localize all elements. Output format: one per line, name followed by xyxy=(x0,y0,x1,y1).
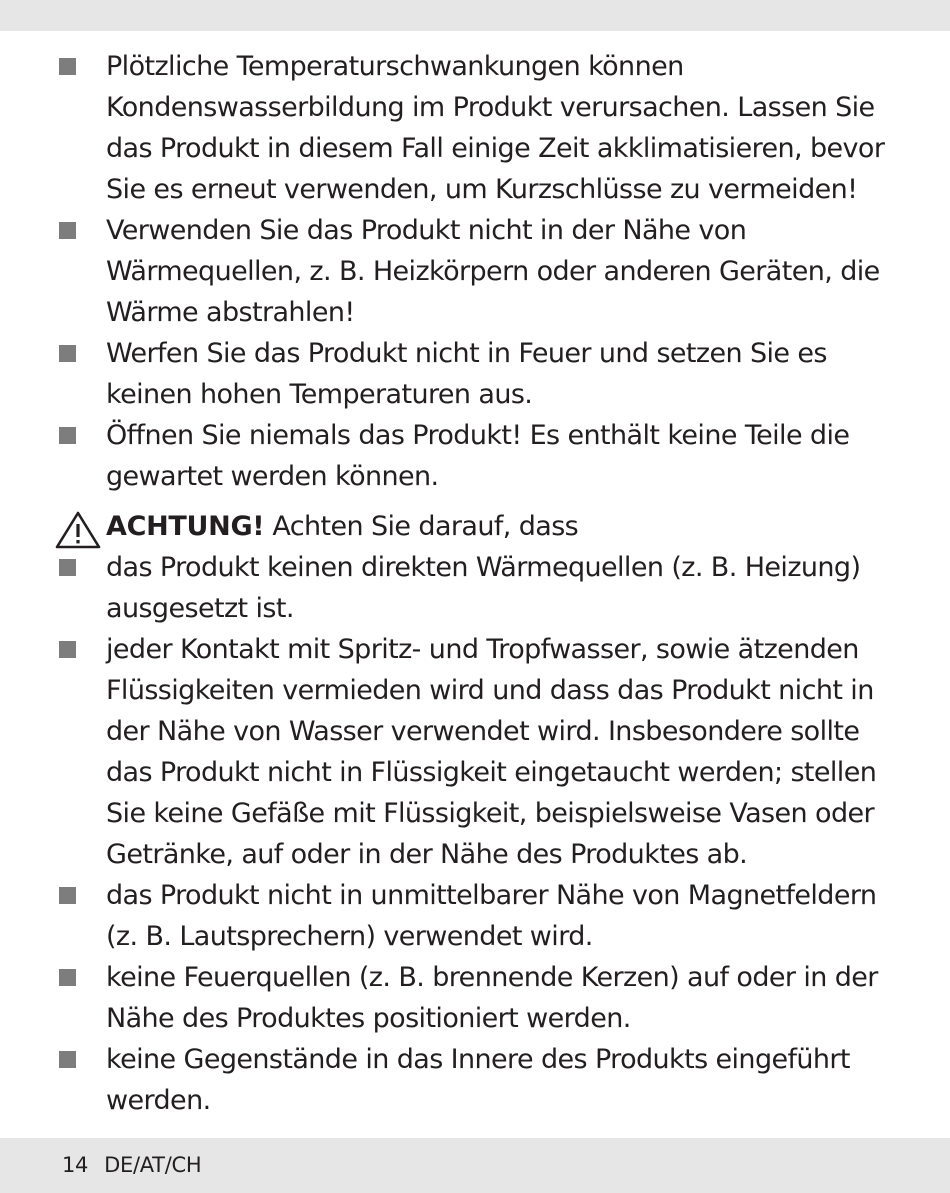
list-item xyxy=(0,333,950,415)
list-item xyxy=(0,875,950,957)
list-item-text: Werfen Sie das Produkt nicht in Feuer und setzen Sie es keinen hohen Temperaturen aus. xyxy=(106,338,827,410)
region-label: DE/AT/CH xyxy=(104,1153,202,1177)
list-item-text: das Produkt nicht in unmittelbarer Nähe von Magnetfeldern (z. B. Lautsprechern) verwendet wird. xyxy=(106,880,877,952)
warning-triangle-icon xyxy=(54,510,102,550)
list-item-text: keine Feuerquellen (z. B. brennende Kerzen) auf oder in der Nähe des Produktes positioniert werden. xyxy=(106,962,878,1034)
list-item-text: Öffnen Sie niemals das Produkt! Es enthält keine Teile die gewartet werden können. xyxy=(106,420,850,492)
warning-heading xyxy=(0,506,950,547)
square-bullet-icon xyxy=(59,1051,76,1068)
list-item-text: das Produkt keinen direkten Wärmequellen (z. B. Heizung) ausgesetzt ist. xyxy=(106,552,861,624)
square-bullet-icon xyxy=(59,345,76,362)
square-bullet-icon xyxy=(59,222,76,239)
list-item xyxy=(0,210,950,333)
footer-bar xyxy=(0,1138,950,1193)
list-item xyxy=(0,957,950,1039)
header-bar xyxy=(0,0,950,31)
list-item xyxy=(0,547,950,629)
list-item xyxy=(0,1039,950,1121)
page-content xyxy=(0,46,950,1121)
list-item-text: Verwenden Sie das Produkt nicht in der Nähe von Wärmequellen, z. B. Heizkörpern oder anderen Geräten, die Wärme abstrahlen! xyxy=(106,215,880,328)
page-number: 14 xyxy=(62,1153,89,1177)
list-item xyxy=(0,415,950,497)
list-item-text: Plötzliche Temperaturschwankungen können Kondenswasserbildung im Produkt verursachen. Lassen Sie das Produkt in diesem Fall einige Zeit akklimatisieren, bevor Sie es erneut verwenden, um Kurzschlüsse zu vermeiden! xyxy=(106,51,885,205)
list-item xyxy=(0,629,950,875)
square-bullet-icon xyxy=(59,887,76,904)
square-bullet-icon xyxy=(59,58,76,75)
warning-text: Achten Sie darauf, dass xyxy=(272,511,579,542)
list-item-text: keine Gegenstände in das Innere des Produkts eingeführt werden. xyxy=(106,1044,850,1116)
warning-title: ACHTUNG! xyxy=(106,511,265,542)
footer xyxy=(62,1152,201,1178)
square-bullet-icon xyxy=(59,641,76,658)
square-bullet-icon xyxy=(59,427,76,444)
square-bullet-icon xyxy=(59,969,76,986)
list-item xyxy=(0,46,950,210)
list-item-text: jeder Kontakt mit Spritz- und Tropfwasser, sowie ätzenden Flüssigkeiten vermieden wird und dass das Produkt nicht in der Nähe von Wasser verwendet wird. Insbesondere sollte das Produkt nicht in Flüssigkeit eingetaucht werden; stellen Sie keine Gefäße mit Flüssigkeit, beispielsweise Vasen oder Getränke, auf oder in der Nähe des Produktes ab. xyxy=(106,634,877,870)
square-bullet-icon xyxy=(59,559,76,576)
